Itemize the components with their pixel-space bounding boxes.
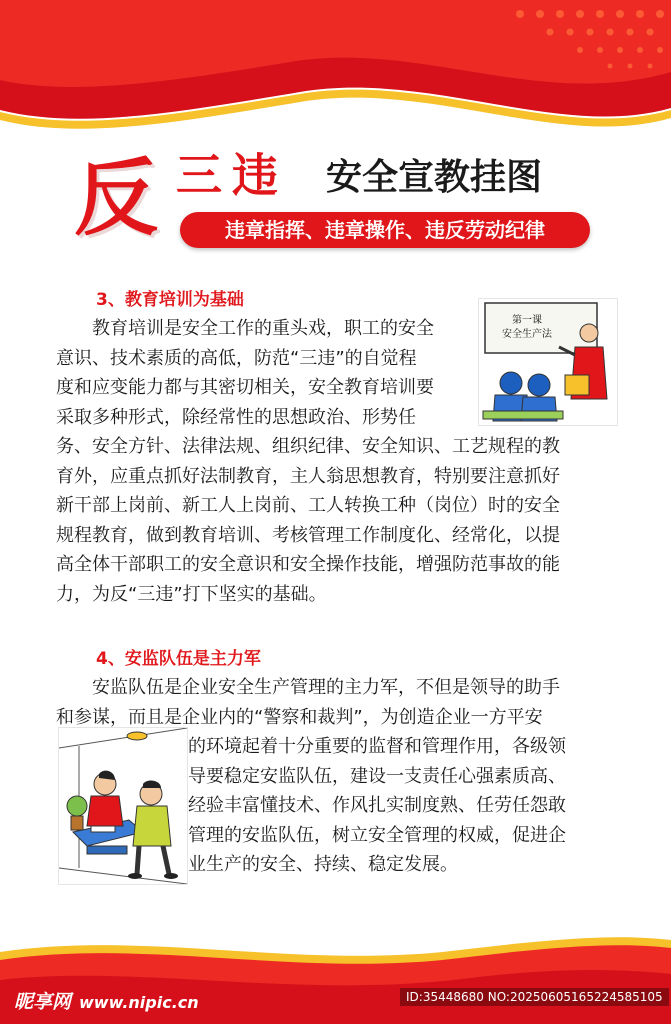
shoe bbox=[128, 873, 142, 879]
paragraph-line: 力，为反“三违”打下坚实的基础。 bbox=[56, 583, 327, 605]
student-helmet-2 bbox=[528, 374, 550, 396]
paragraph-line: 安监队伍是企业安全生产管理的主力军，不但是领导的助手 bbox=[92, 677, 560, 698]
blackboard bbox=[485, 303, 597, 353]
student-helmet-1 bbox=[500, 372, 522, 394]
paragraph-line: 和参谋，而且是企业内的“警察和裁判”，为创造企业一方平安 bbox=[56, 706, 543, 728]
paragraph-line: 育外，应重点抓好法制教育，主人翁思想教育，特别要注意抓好 bbox=[56, 465, 560, 487]
board-text-2: 安全生产法 bbox=[502, 329, 552, 340]
paragraph-line: 度和应变能力都与其密切相关，安全教育培训要 bbox=[56, 377, 434, 398]
desk bbox=[565, 375, 589, 395]
plant-pot bbox=[71, 816, 83, 830]
site-watermark bbox=[14, 987, 199, 1014]
paragraph-line: 教育培训是安全工作的重头戏，职工的安全 bbox=[92, 318, 434, 339]
title-sanwei: 三违 bbox=[176, 148, 288, 202]
subtitle-banner: 违章指挥、违章操作、违反劳动纪律 bbox=[180, 212, 590, 248]
paragraph-line: 新干部上岗前、新工人上岗前、工人转换工种（岗位）时的安全 bbox=[56, 495, 560, 516]
ceiling-lamp-icon bbox=[127, 732, 147, 740]
safety-supervisor-illustration bbox=[58, 727, 188, 885]
paragraph-line: 务、安全方针、法律法规、组织纪律、安全知识、工艺规程的教 bbox=[56, 436, 560, 457]
paragraph-line: 业生产的安全、持续、稳定发展。 bbox=[188, 854, 458, 875]
worker-body bbox=[87, 796, 123, 826]
inspector-body bbox=[133, 806, 171, 846]
top-wave-decoration bbox=[0, 0, 671, 150]
paragraph-line: 采取多种形式，除经常性的思想政治、形势任 bbox=[56, 406, 416, 428]
section-4-paragraph-top bbox=[56, 673, 621, 732]
section-4-paragraph-wrapped bbox=[188, 732, 608, 880]
teacher-head bbox=[580, 324, 598, 342]
bench bbox=[483, 411, 563, 419]
safety-lesson-illustration bbox=[478, 298, 618, 426]
paragraph-line: 高全体干部职工的安全意识和安全操作技能，增强防范事故的能 bbox=[56, 554, 560, 575]
page-title: 安全宣教挂图 bbox=[326, 157, 543, 198]
paragraph-line: 规程教育，做到教育培训、考核管理工作制度化、经常化，以提 bbox=[56, 524, 560, 546]
watermark-url: www.nipic.cn bbox=[79, 993, 199, 1012]
title-fan-character: 反 bbox=[74, 149, 159, 247]
section-4-heading: 4、安监队伍是主力军 bbox=[96, 649, 261, 669]
image-id-tag: ID:35448680 NO:20250605165224585105 bbox=[400, 988, 669, 1006]
paragraph-line: 经验丰富懂技术、作风扎实制度熟、任劳任怨敢 bbox=[188, 795, 566, 816]
paragraph-line: 的环境起着十分重要的监督和管理作用，各级领 bbox=[188, 736, 566, 757]
board-text-1: 第一课 bbox=[512, 315, 542, 326]
paragraph-line: 管理的安监队伍，树立安全管理的权威，促进企 bbox=[188, 824, 566, 846]
watermark-logo: 昵享网 bbox=[14, 991, 72, 1013]
desk-front bbox=[87, 846, 127, 854]
plant-icon bbox=[67, 796, 87, 816]
shoe bbox=[164, 873, 178, 879]
section-3-heading: 3、教育培训为基础 bbox=[96, 290, 244, 310]
paragraph-line: 意识、技术素质的高低，防范“三违”的自觉程 bbox=[56, 347, 417, 369]
paragraph-line: 导要稳定安监队伍，建设一支责任心强素质高、 bbox=[188, 765, 566, 787]
